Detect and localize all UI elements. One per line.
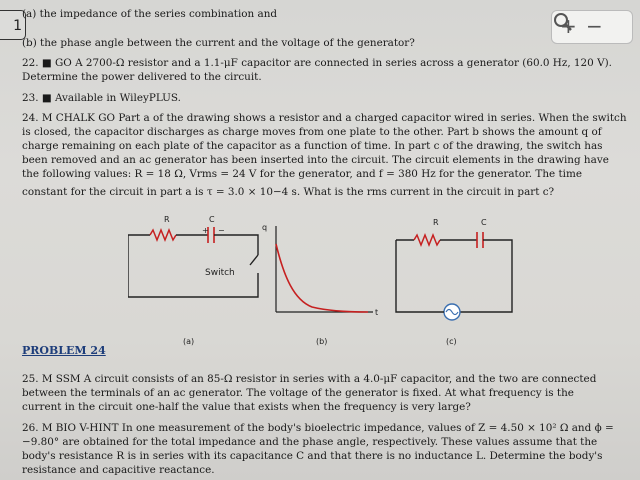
label-c: (c) (446, 337, 457, 346)
graph-b (268, 222, 388, 322)
problem-heading: PROBLEM 24 (22, 344, 106, 357)
text-line: been removed and an ac generator has been inserted into the circuit. The circuit elements in the drawing have (22, 154, 609, 166)
text-line: is closed, the capacitor discharges as charge moves from one plate to the other. Part b shows the amount q of (22, 126, 602, 138)
label-c-c: C (481, 218, 487, 227)
circuit-a (128, 213, 268, 337)
text2-line: −9.80° are obtained for the total impedance and the phase angle, respectively. These values assume that the (22, 436, 598, 448)
label-t: t (375, 308, 379, 317)
text2-line: current in the circuit one-half the value that exists when the frequency is very large? (22, 401, 471, 413)
text2-line: 25. M SSM A circuit consists of an 85-Ω resistor in series with a 4.0-μF capacitor, and the two are connected (22, 373, 597, 385)
switch-a (250, 255, 258, 265)
label-r-c: R (433, 218, 439, 227)
zoom-out-button[interactable]: − (586, 14, 603, 38)
label-r-a: R (164, 215, 170, 224)
text2-line: 26. M BIO V-HINT In one measurement of the body's bioelectric impedance, values of Z = 4.50 × 10² Ω and ϕ = (22, 422, 614, 434)
zoom-in-button[interactable]: + (560, 14, 577, 38)
label-b: (b) (316, 337, 328, 346)
label-q: q (262, 223, 268, 232)
page-number-tab: 1 (0, 10, 26, 40)
circuit-c (394, 230, 516, 330)
label-c-a: C (209, 215, 215, 224)
zoom-toolbar (551, 10, 633, 44)
text-line: (a) the impedance of the series combination and (22, 8, 278, 20)
text-line: 24. M CHALK GO Part a of the drawing shows a resistor and a charged capacitor wired in series. When the switch (22, 112, 627, 124)
decay-curve (276, 244, 368, 312)
plus-a: + (202, 226, 209, 235)
switch-label: Switch (205, 268, 235, 278)
text2-line: between the terminals of an ac generator. The voltage of the generator is fixed. At what frequency is the (22, 387, 574, 399)
text2-line: body's resistance R is in series with its capacitance C and that there is no inductance L. Determine the body's (22, 450, 603, 462)
text-line: Determine the power delivered to the circuit. (22, 71, 262, 83)
text-line: the following values: R = 18 Ω, Vrms = 24 V for the generator, and f = 380 Hz for the generator. The time (22, 168, 582, 180)
text-line: 23. ■ Available in WileyPLUS. (22, 92, 181, 104)
text2-line: resistance and capacitive reactance. (22, 464, 215, 476)
minus-a: − (218, 226, 225, 235)
label-a: (a) (183, 337, 195, 346)
text-line: 22. ■ GO A 2700-Ω resistor and a 1.1-μF capacitor are connected in series across a generator (60.0 Hz, 120 V). (22, 57, 612, 69)
text-line: constant for the circuit in part a is τ = 3.0 × 10−4 s. What is the rms current in the circuit in part c? (22, 186, 555, 198)
resistor-c (414, 235, 440, 245)
text-line: (b) the phase angle between the current and the voltage of the generator? (22, 37, 415, 49)
resistor-a (150, 230, 176, 240)
text-line: charge remaining on each plate of the capacitor as a function of time. In part c of the drawing, the switch has (22, 140, 603, 152)
